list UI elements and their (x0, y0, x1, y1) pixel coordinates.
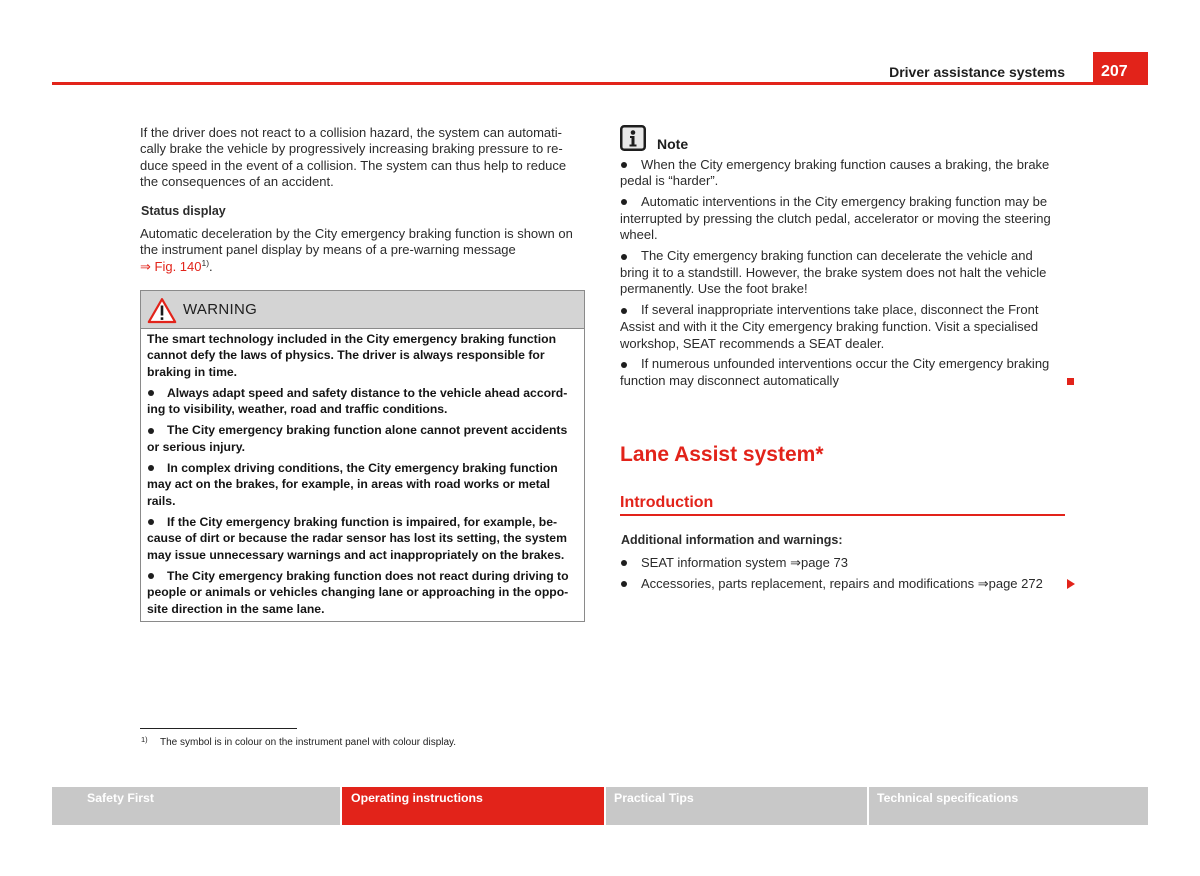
warning-line-text: people or animals or vehicles changing lane or approaching in the oppo- (147, 585, 569, 600)
note-line-text: function may disconnect automatically (620, 373, 839, 388)
note-line-text: When the City emergency braking function causes a braking, the brake (641, 156, 1050, 172)
bullet-marker (147, 568, 167, 585)
note-line-text: If several inappropriate interventions take place, disconnect the Front (641, 302, 1039, 318)
tab-label: Operating instructions (351, 791, 483, 805)
tab-label: Practical Tips (614, 791, 694, 805)
footnote-rule (140, 728, 297, 729)
info-line (620, 576, 1075, 593)
note-item (620, 248, 1075, 298)
bullet-marker (147, 460, 167, 477)
note-title: Note (657, 136, 689, 152)
warning-title: WARNING (183, 301, 258, 318)
note-line (620, 194, 1075, 211)
warning-line-text: ing to visibility, weather, road and traffic conditions. (147, 402, 448, 417)
warning-line-text: If the City emergency braking function is impaired, for example, be- (167, 514, 558, 529)
note-line-text: bring it to a standstill. However, the brake system does not halt the vehicle (620, 264, 1047, 280)
note-line (620, 265, 1075, 282)
header-rule (52, 82, 1148, 85)
info-item (620, 555, 1075, 572)
section-title: Lane Assist system* (620, 443, 824, 466)
warning-item (147, 460, 579, 510)
note-item (620, 157, 1075, 190)
bullet-marker (620, 356, 641, 373)
note-item (620, 302, 1075, 352)
warning-line-text: The City emergency braking function alone cannot prevent accidents (167, 423, 568, 438)
note-line (620, 157, 1075, 174)
warning-line (147, 364, 579, 381)
tab-safety-first[interactable] (52, 787, 340, 825)
warning-line-text: Always adapt speed and safety distance to the vehicle ahead accord- (167, 385, 568, 400)
note-list (620, 157, 1075, 390)
note-item (620, 356, 1075, 389)
note-line-text: permanently. Use the foot brake! (620, 281, 808, 297)
bullet-marker (147, 514, 167, 531)
page-number: 207 (1093, 52, 1148, 84)
note-line (620, 319, 1075, 336)
warning-line (147, 422, 579, 439)
note-line-text: The City emergency braking function can decelerate the vehicle and (641, 248, 1033, 264)
note-line (620, 211, 1075, 228)
note-line (620, 248, 1075, 265)
warning-line (147, 514, 579, 531)
note-line (620, 227, 1075, 244)
warning-item (147, 331, 579, 381)
warning-item (147, 385, 579, 418)
bullet-marker (620, 302, 641, 319)
info-item (620, 576, 1075, 593)
intro-line: cally brake the vehicle by progressively increasing braking pressure to re- (140, 141, 563, 157)
warning-line (147, 530, 579, 547)
warning-line-text: braking in time. (147, 364, 238, 379)
status-line: Automatic deceleration by the City emergency braking function is shown on (140, 225, 573, 241)
info-text: Accessories, parts replacement, repairs and modifications (641, 575, 978, 591)
figure-link[interactable]: ⇒ Fig. 140 (140, 258, 202, 274)
warning-line-text: may issue unnecessary warnings and act inappropriately on the brakes. (147, 548, 565, 562)
subsection-rule (620, 514, 1065, 516)
warning-line-text: The City emergency braking function does not react during driving to (167, 568, 569, 583)
warning-line (147, 601, 579, 618)
intro-line: duce speed in the event of a collision. The system can thus help to reduce (140, 157, 567, 173)
warning-line-text: or serious injury. (147, 439, 245, 454)
note-line-text: interrupted by pressing the clutch pedal, accelerator or moving the steering (620, 210, 1051, 226)
warning-header (141, 291, 584, 329)
warning-line-text: cause of dirt or because the radar sensor has lost its setting, the system (147, 531, 567, 546)
status-ref-line (140, 259, 585, 276)
status-display-heading: Status display (141, 203, 226, 218)
status-line: the instrument panel display by means of a pre-warning message (140, 242, 516, 258)
warning-line (147, 401, 579, 418)
note-line (620, 356, 1075, 373)
intro-line: If the driver does not react to a collision hazard, the system can automati- (140, 124, 562, 140)
page-link[interactable]: ⇒page 272 (977, 575, 1043, 591)
tab-operating-instructions[interactable] (342, 787, 604, 825)
note-line (620, 302, 1075, 319)
footnote: 1) The symbol is in colour on the instrument panel with colour display. (141, 735, 457, 748)
warning-line (147, 385, 579, 402)
warning-line (147, 568, 579, 585)
bullet-marker (620, 248, 641, 265)
bullet-marker (147, 385, 167, 402)
running-header-title: Driver assistance systems (889, 64, 1065, 80)
note-line-text: pedal is “harder”. (620, 173, 719, 189)
note-line-text: Assist and with it the City emergency braking function. Visit a specialised (620, 318, 1039, 334)
warning-box (140, 290, 585, 622)
end-of-section-square-icon (1067, 378, 1074, 385)
bullet-marker (620, 555, 641, 572)
warning-item (147, 514, 579, 564)
info-list (620, 555, 1075, 592)
warning-line (147, 347, 579, 364)
info-text: SEAT information system (641, 554, 791, 570)
status-lines (140, 226, 585, 259)
warning-line (147, 460, 579, 477)
warning-line-text: site direction in the same lane. (147, 602, 325, 617)
tab-label: Safety First (87, 791, 154, 805)
note-line-text: wheel. (620, 227, 658, 243)
warning-line (147, 547, 579, 564)
note-line-text: workshop, SEAT recommends a SEAT dealer. (620, 335, 885, 351)
status-display-paragraph (140, 226, 585, 276)
intro-paragraph (140, 125, 585, 191)
info-line (620, 555, 1075, 572)
warning-line-text: cannot defy the laws of physics. The driver is always responsible for (147, 348, 545, 363)
sentence-end: . (209, 258, 213, 274)
warning-item (147, 568, 579, 618)
note-line (620, 336, 1075, 353)
bullet-marker (147, 422, 167, 439)
warning-line-text: rails. (147, 493, 176, 508)
info-heading: Additional information and warnings: (621, 532, 843, 547)
warning-line (147, 476, 579, 493)
warning-line (147, 584, 579, 601)
warning-line-text: may act on the brakes, for example, in areas with road works or metal (147, 477, 551, 492)
tab-technical-specifications[interactable] (869, 787, 1148, 825)
bullet-marker (620, 194, 641, 211)
tab-label: Technical specifications (877, 791, 1019, 805)
bullet-marker (620, 157, 641, 174)
page-link[interactable]: ⇒page 73 (790, 554, 848, 570)
warning-triangle-icon (147, 297, 177, 324)
warning-line-text: In complex driving conditions, the City emergency braking function (167, 460, 558, 475)
warning-line (147, 331, 579, 348)
warning-item (147, 422, 579, 455)
note-line (620, 373, 1075, 390)
note-line-text: If numerous unfounded interventions occur the City emergency braking (641, 356, 1050, 372)
bullet-marker (620, 576, 641, 593)
note-line (620, 281, 1075, 298)
note-item (620, 194, 1075, 244)
info-icon (620, 125, 646, 151)
note-line (620, 173, 1075, 190)
tab-practical-tips[interactable] (606, 787, 867, 825)
warning-line (147, 493, 579, 510)
subsection-title: Introduction (620, 494, 714, 511)
warning-line-text: The smart technology included in the City emergency braking function (147, 331, 557, 346)
intro-line: the consequences of an accident. (140, 174, 334, 190)
footnote-text: The symbol is in colour on the instrument panel with colour display. (160, 737, 457, 748)
warning-line (147, 439, 579, 456)
continue-arrow-icon (1067, 579, 1075, 589)
warning-body (147, 331, 579, 618)
note-line-text: Automatic interventions in the City emergency braking function may be (641, 194, 1048, 210)
footnote-mark: 1) (201, 257, 210, 268)
